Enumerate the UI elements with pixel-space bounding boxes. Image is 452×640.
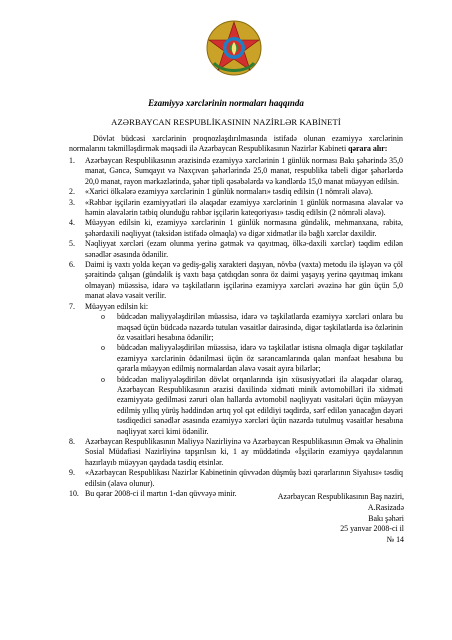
item-number: 1. bbox=[69, 156, 75, 165]
item-text: Azərbaycan Respublikasının ərazisində ezamiyyə xərclərinin 1 günlük norması Bakı şəhərində 35,0 manat, Gəncə, Sumqayıt və Naxçıvan şəhərlərində 25,0 manat, respublika tabeli digər şəhərlərdə 20,0 manat, rayon mərkəzlərində, şəhər tipli qəsəbələrdə və kəndlərdə 15,0 manat müəyyən edilsin. bbox=[85, 156, 403, 186]
list-item bbox=[69, 302, 403, 437]
item-number: 2. bbox=[69, 187, 75, 197]
item-number: 6. bbox=[69, 260, 75, 270]
list-item bbox=[69, 468, 403, 489]
bullet-icon: o bbox=[101, 343, 105, 353]
sub-item-text: büdcədən maliyyələşdirilən dövlət orqanlarında işin xüsusiyyətləri ilə əlaqədar olaraq, Azərbaycan Respublikasının ərazisi daxilində xidməti minik avtomobilləri ilə xidməti ezamiyyətə gedilməsi zəruri olan hallarda avtomobil nəqliyyatı vasitələri üçün müəyyən edilmiş yıllıq yürüş həddindən artıq yol qət edildiyi təqdirdə, sərf edilən yanacağın dəyəri təsdiqedici sənədlər əsasında ezamiyyə xərcləri üçün nəzərdə tutulmuş vəsaitlər hesabına nəqliyyat xərci kimi ödənilir. bbox=[117, 374, 403, 436]
item-number: 3. bbox=[69, 197, 75, 207]
sub-item-text: büdcədən maliyyələşdirilən müəssisə, idarə və təşkilatlarda ezamiyyə xərcləri onlara bu məqsəd üçün büdcədə nəzərdə tutulan vəsaitlər dairəsində, digər təşkilatlarda isə özlərinin öz vəsaitləri hesabına ödənilir; bbox=[117, 312, 403, 342]
preamble-text: Dövlət büdcəsi xərclərinin proqnozlaşdırılmasında istifadə olunan ezamiyyə xərclərinin normalarını təkmilləşdirmək məqsədi ilə Azərbaycan Respublikasının Nazirlər Kabineti bbox=[69, 134, 403, 154]
list-item bbox=[69, 260, 403, 302]
item-number: 9. bbox=[69, 468, 75, 478]
state-emblem bbox=[204, 18, 264, 78]
item-number: 5. bbox=[69, 239, 75, 249]
list-item bbox=[69, 198, 403, 219]
item-text: Müəyyən edilsin ki, ezamiyyə xərclərinin 1 günlük normasına gündəlik, mehmanxana, rabitə, şəhərdaxili nəqliyyat (taksidən istifadə olmaqla) və digər xidmətlər ilə bağlı xərclər daxildir. bbox=[85, 218, 403, 238]
item-text: «Rəhbər işçilərin ezamiyyətləri ilə əlaqədar ezamiyyə xərclərinin 1 günlük normasına əlavələr və həmin əlavələrin tətbiq olunduğu rəhbər işçilərin kateqoriyası» təsdiq edilsin (2 nömrəli əlavə). bbox=[85, 197, 403, 218]
item-number: 4. bbox=[69, 218, 75, 228]
item-text: Azərbaycan Respublikasının Maliyyə Nazirliyinə və Azərbaycan Respublikasının Əmək və Əhalinin Sosial Müdafiəsi Nazirliyinə tapşırılsın ki, 1 ay müddətində «İşçilərin ezamiyyə qaydalarının hazırlayıb müəyyən qaydada təsdiq etsinlər. bbox=[85, 436, 403, 467]
sub-item bbox=[85, 343, 403, 374]
sub-item bbox=[85, 312, 403, 343]
item-text: Daimi iş vaxtı yolda keçən və gediş-gəliş xarakteri daşıyan, növbə (vaxta) metodu ilə işləyən və çöl şəraitində çalışan (gündəlik iş vaxtı başa çatdıqdan sonra öz daimi yaşayış yerinə qayıtmaq imkanı olmayan) müəssisə, idarə və təşkilatların işçilərinə ezamiyyə xərcləri əvəzinə hər gün üçün 5,0 manat əlavə vəsait verilir. bbox=[85, 260, 403, 301]
decision-items bbox=[69, 156, 403, 499]
preamble bbox=[69, 134, 403, 155]
list-item bbox=[69, 239, 403, 260]
item-text: Nəqliyyat xərcləri (ezam olunma yerinə gətmək və qayıtmaq, ölkə-daxili xərclər) təqdim edilən sənədlər əsasında ödənilir. bbox=[85, 239, 403, 259]
signatory-name: A.Rasizadə bbox=[367, 502, 404, 512]
list-item bbox=[69, 156, 403, 187]
item-text: Müəyyən edilsin ki: bbox=[85, 301, 149, 311]
list-item bbox=[69, 437, 403, 468]
item-number: 7. bbox=[69, 301, 75, 311]
signatory-title: Azərbaycan Respublikasının Baş naziri, bbox=[277, 492, 404, 501]
issuing-body: AZƏRBAYCAN RESPUBLİKASININ NAZİRLƏR KABİNETİ bbox=[111, 117, 341, 127]
document-number: № 14 bbox=[386, 535, 404, 545]
item-text: «Azərbaycan Respublikası Nazirlər Kabinetinin qüvvədən düşmüş bəzi qərarlarının Siyahısı» təsdiq edilsin (əlavə olunur). bbox=[85, 468, 403, 488]
bullet-icon: o bbox=[101, 374, 105, 384]
document-title: Ezamiyyə xərclərinin normaları haqqında bbox=[148, 98, 304, 108]
preamble-decision: qərara alır: bbox=[348, 144, 388, 154]
signing-place: Bakı şəhəri bbox=[368, 513, 404, 523]
item-text: «Xarici ölkələrə ezamiyyə xərclərinin 1 günlük normaları» təsdiq edilsin (1 nömrəli əlavə). bbox=[85, 187, 373, 197]
item-text: Bu qərar 2008-ci il martın 1-dən qüvvəyə minir. bbox=[85, 489, 237, 498]
sub-items bbox=[85, 312, 403, 437]
sub-item-text: büdcədən maliyyələşdirilən müəssisə, idarə və təşkilatlar istisna olmaqla digər təşkilatlar ezamiyyə xərclərinin ödənilməsi üçün öz sərəncamlarında qalan mənfəət hesabına bu qərarla müəyyən edilmiş normalardan əlavə vəsait ayıra bilərlər; bbox=[117, 343, 403, 374]
item-number: 10. bbox=[69, 489, 79, 498]
list-item bbox=[69, 218, 403, 239]
signature-block bbox=[278, 492, 404, 546]
list-item bbox=[69, 187, 403, 197]
bullet-icon: o bbox=[101, 312, 105, 322]
item-number: 8. bbox=[69, 436, 75, 446]
sub-item bbox=[85, 375, 403, 437]
signing-date: 25 yanvar 2008-ci il bbox=[340, 524, 404, 534]
